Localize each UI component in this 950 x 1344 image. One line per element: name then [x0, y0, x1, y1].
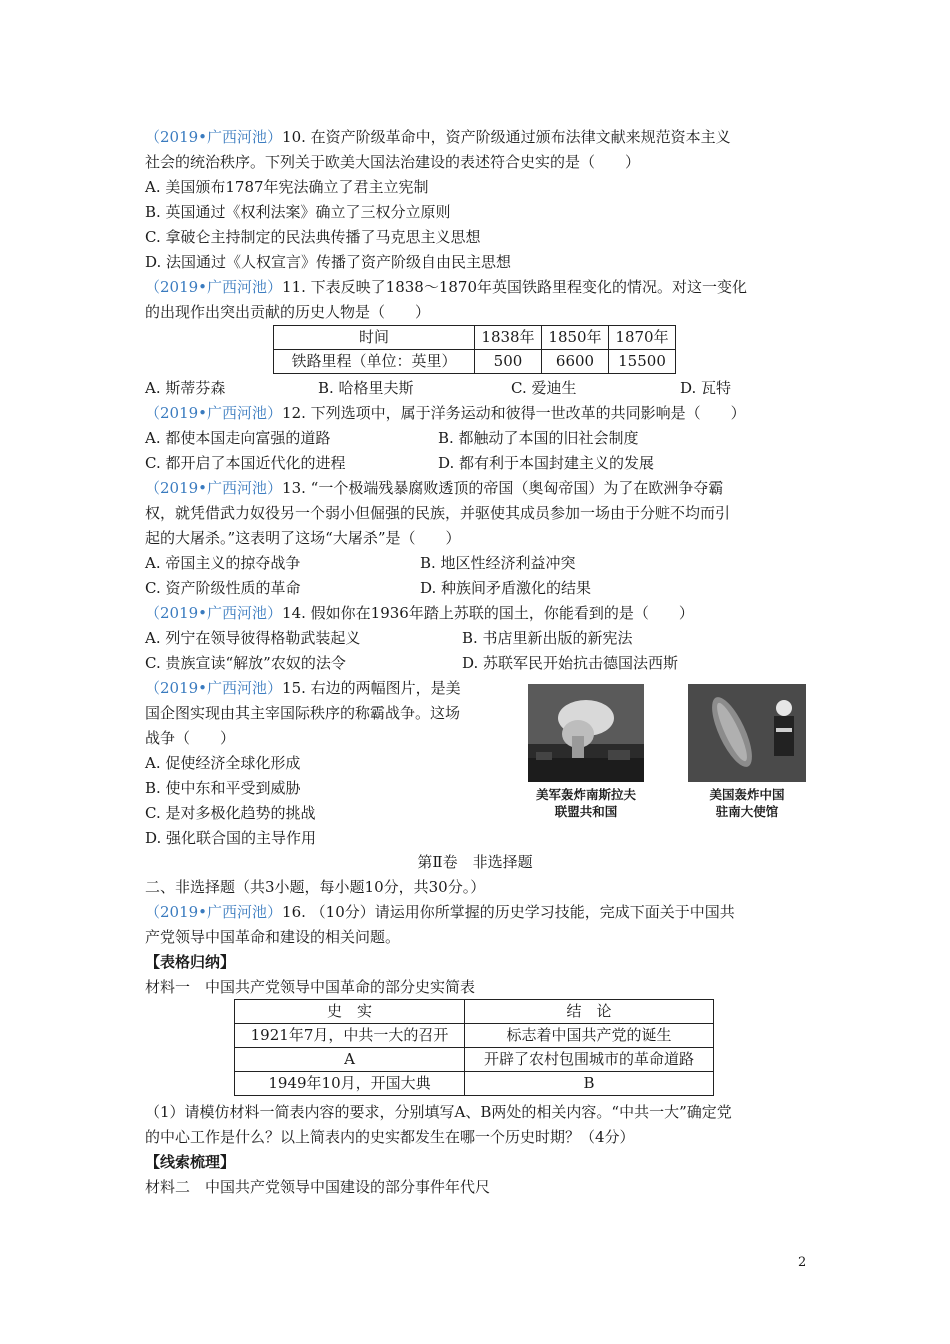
q13-option-c: C. 资产阶级性质的革命 — [145, 579, 301, 597]
q15-option-c: C. 是对多极化趋势的挑战 — [145, 804, 316, 822]
table-cell: 史 实 — [235, 1000, 465, 1024]
q15-source: （2019•广西河池） — [145, 679, 283, 697]
table-cell: 6600 — [542, 350, 609, 374]
q15-stem-line2: 国企图实现由其主宰国际秩序的称霸战争。这场 — [145, 704, 461, 722]
q16-source: （2019•广西河池） — [145, 903, 283, 921]
table-row — [235, 1048, 714, 1072]
q15-option-d: D. 强化联合国的主导作用 — [145, 829, 317, 847]
material-one-title: 材料一 中国共产党领导中国革命的部分史实简表 — [145, 978, 476, 996]
photo2-caption-line1: 美国轰炸中国 — [709, 787, 785, 802]
table-row — [274, 326, 676, 350]
q12-stem: 12. 下列选项中，属于洋务运动和彼得一世改革的共同影响是（ ） — [282, 404, 746, 422]
table-cell: A — [235, 1048, 465, 1072]
q14-option-d: D. 苏联军民开始抗击德国法西斯 — [462, 654, 679, 672]
table-cell: 500 — [475, 350, 542, 374]
q11-source: （2019•广西河池） — [145, 278, 283, 296]
sub-question-1-line1: （1）请模仿材料一简表内容的要求，分别填写A、B两处的相关内容。“中共一大”确定党 — [145, 1103, 732, 1121]
sub-question-1-line2: 的中心工作是什么？以上简表内的史实都发生在哪一个历史时期？（4分） — [145, 1128, 635, 1146]
table-row — [274, 350, 676, 374]
q15-stem-line3: 战争（ ） — [145, 729, 236, 747]
q12-option-a: A. 都使本国走向富强的道路 — [145, 429, 331, 447]
page-number: 2 — [798, 1255, 807, 1270]
q10-source: （2019•广西河池） — [145, 128, 283, 146]
table-cell: B — [465, 1072, 714, 1096]
revolution-table — [234, 999, 714, 1096]
q16-stem: 16. （10分）请运用你所掌握的历史学习技能，完成下面关于中国共 — [282, 903, 735, 921]
table-cell: 1850年 — [542, 326, 609, 350]
material-two-title: 材料二 中国共产党领导中国建设的部分事件年代尺 — [145, 1178, 491, 1196]
table-cell: 结 论 — [465, 1000, 714, 1024]
q14-option-c: C. 贵族宣读“解放”农奴的法令 — [145, 654, 346, 672]
q16-stem-line1 — [145, 902, 735, 922]
q13-stem-line1 — [145, 478, 723, 498]
helmet — [776, 700, 792, 716]
q12-option-d: D. 都有利于本国封建主义的发展 — [438, 454, 655, 472]
photo1-caption-line2: 联盟共和国 — [554, 804, 618, 819]
q10-option-c: C. 拿破仑主持制定的民法典传播了马克思主义思想 — [145, 228, 481, 246]
q13-stem-line3: 起的大屠杀。”这表明了这场“大屠杀”是（ ） — [145, 529, 461, 547]
q11-option-b: B. 哈格里夫斯 — [318, 379, 414, 397]
building-silhouette — [608, 750, 630, 760]
photo2-caption-line2: 驻南大使馆 — [715, 804, 779, 819]
q14-stem-line1 — [145, 603, 694, 623]
q10-stem-line2: 社会的统治秩序。下列关于欧美大国法治建设的表述符合史实的是（ ） — [145, 153, 641, 171]
q11-stem-line2: 的出现作出突出贡献的历史人物是（ ） — [145, 303, 431, 321]
table-cell: 1870年 — [609, 326, 676, 350]
bombing-embassy-photo — [688, 684, 806, 782]
worker-figure — [774, 716, 794, 756]
q14-option-b: B. 书店里新出版的新宪法 — [462, 629, 633, 647]
q15-stem-line1 — [145, 678, 461, 698]
q12-option-b: B. 都触动了本国的旧社会制度 — [438, 429, 639, 447]
q14-option-a: A. 列宁在领导彼得格勒武装起义 — [145, 629, 361, 647]
q10-option-a: A. 美国颁布1787年宪法确立了君主立宪制 — [145, 178, 429, 196]
q13-stem: 13. “一个极端残暴腐败透顶的帝国（奥匈帝国）为了在欧洲争夺霸 — [282, 479, 724, 497]
q12-source: （2019•广西河池） — [145, 404, 283, 422]
table-cell: 1921年7月，中共一大的召开 — [235, 1024, 465, 1048]
q10-stem-line1 — [145, 127, 731, 147]
q12-stem-line1 — [145, 403, 746, 423]
smoke-column — [572, 736, 584, 760]
table-cell: 时间 — [274, 326, 475, 350]
q13-source: （2019•广西河池） — [145, 479, 283, 497]
q10-stem: 10. 在资产阶级革命中，资产阶级通过颁布法律文献来规范资本主义 — [282, 128, 731, 146]
table-row — [235, 1072, 714, 1096]
table-cell: 标志着中国共产党的诞生 — [465, 1024, 714, 1048]
q15-option-b: B. 使中东和平受到威胁 — [145, 779, 301, 797]
table-cell: 1949年10月，开国大典 — [235, 1072, 465, 1096]
q11-option-a: A. 斯蒂芬森 — [145, 379, 226, 397]
clue-sorting-heading: 【线索梳理】 — [145, 1153, 236, 1171]
table-cell: 开辟了农村包围城市的革命道路 — [465, 1048, 714, 1072]
q12-option-c: C. 都开启了本国近代化的进程 — [145, 454, 346, 472]
table-cell: 15500 — [609, 350, 676, 374]
part-two-heading: 二、非选择题（共3小题，每小题10分，共30分。） — [145, 878, 486, 896]
bombing-yugoslavia-photo — [528, 684, 644, 782]
q11-option-d: D. 瓦特 — [680, 379, 732, 397]
q13-option-b: B. 地区性经济利益冲突 — [420, 554, 576, 572]
table-row — [235, 1024, 714, 1048]
q11-stem: 11. 下表反映了1838～1870年英国铁路里程变化的情况。对这一变化 — [282, 278, 748, 296]
photo-ground — [528, 758, 644, 782]
table-cell: 1838年 — [475, 326, 542, 350]
table-summary-heading: 【表格归纳】 — [145, 953, 236, 971]
vest-stripe — [776, 728, 792, 732]
q15-stem: 15. 右边的两幅图片，是美 — [282, 679, 461, 697]
table-row — [235, 1000, 714, 1024]
q15-option-a: A. 促使经济全球化形成 — [145, 754, 301, 772]
q16-stem-line2: 产党领导中国革命和建设的相关问题。 — [145, 928, 401, 946]
q10-option-b: B. 英国通过《权利法案》确立了三权分立原则 — [145, 203, 451, 221]
table-cell: 铁路里程（单位：英里） — [274, 350, 475, 374]
q13-option-a: A. 帝国主义的掠夺战争 — [145, 554, 301, 572]
railway-table — [273, 325, 676, 374]
building-silhouette — [536, 752, 552, 760]
q13-option-d: D. 种族间矛盾激化的结果 — [420, 579, 592, 597]
q14-source: （2019•广西河池） — [145, 604, 283, 622]
photo1-caption-line1: 美军轰炸南斯拉夫 — [535, 787, 636, 802]
section-title: 第Ⅱ卷 非选择题 — [417, 853, 533, 871]
q11-stem-line1 — [145, 277, 747, 297]
q10-option-d: D. 法国通过《人权宣言》传播了资产阶级自由民主思想 — [145, 253, 512, 271]
q14-stem: 14. 假如你在1936年踏上苏联的国土，你能看到的是（ ） — [282, 604, 694, 622]
q13-stem-line2: 权，就凭借武力奴役另一个弱小但倔强的民族，并驱使其成员参加一场由于分赃不均而引 — [145, 504, 731, 522]
q11-option-c: C. 爱迪生 — [511, 379, 577, 397]
